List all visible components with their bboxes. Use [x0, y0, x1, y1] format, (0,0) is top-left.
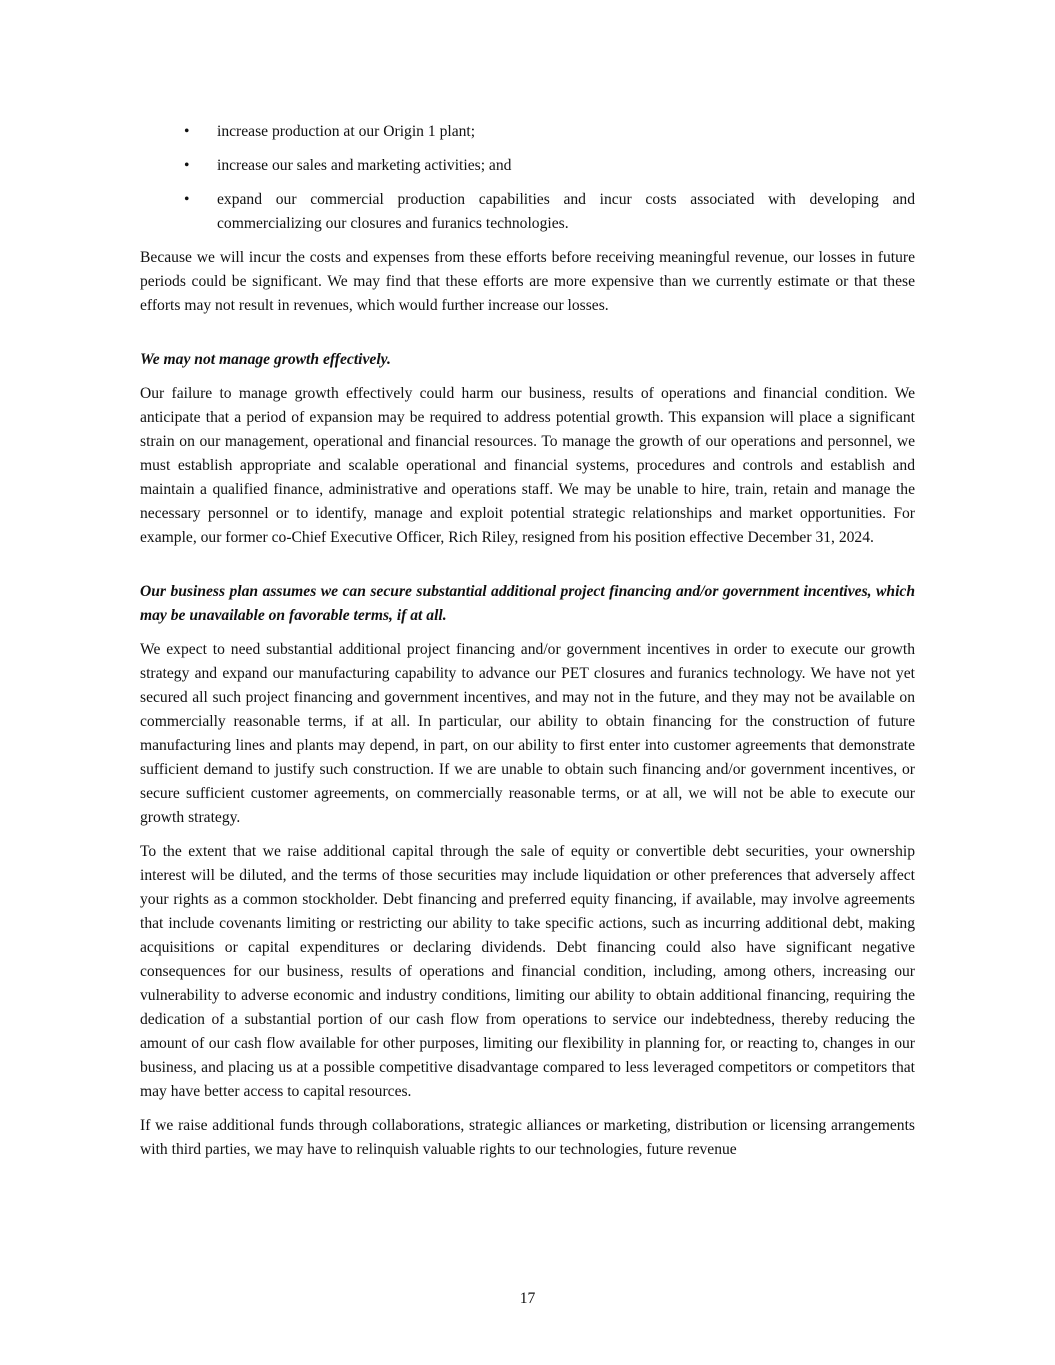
bullet-item	[140, 120, 915, 144]
bullet-dot: •	[184, 191, 190, 208]
financing-paragraph: We expect to need substantial additional project financing and/or government incentives in order to execute our growth strategy and expand our manufacturing capability to advance our PET closures and furanics technology. We have not yet secured all such project financing and government incentives, and may not in the future, and they may not be available on commercially reasonable terms, if at all. In particular, our ability to obtain financing for the construction of future manufacturing lines and plants may depend, in part, on our ability to first enter into customer agreements that demonstrate sufficient demand to justify such construction. If we are unable to obtain such financing and/or government incentives, or secure sufficient customer agreements, on commercially reasonable terms, or at all, we will not be able to execute our growth strategy.	[140, 641, 915, 826]
collaborations-paragraph: If we raise additional funds through collaborations, strategic alliances or marketing, distribution or licensing arrangements with third parties, we may have to relinquish valuable rights to our technologies, future revenue	[140, 1117, 915, 1158]
bullet-text: increase production at our Origin 1 plant;	[217, 123, 476, 140]
section-heading-financing: Our business plan assumes we can secure substantial additional project financing and/or government incentives, which may be unavailable on favorable terms, if at all.	[140, 583, 915, 624]
bullet-dot: •	[184, 123, 190, 140]
growth-paragraph: Our failure to manage growth effectively could harm our business, results of operations and financial condition. We anticipate that a period of expansion may be required to address potential growth. This expansion will place a significant strain on our management, operational and financial resources. To manage the growth of our operations and personnel, we must establish appropriate and scalable operational and financial systems, procedures and controls and establish and maintain a qualified finance, administrative and operations staff. We may be unable to hire, train, retain and manage the necessary personnel or to identify, manage and exploit potential strategic relationships and market opportunities. For example, our former co-Chief Executive Officer, Rich Riley, resigned from his position effective December 31, 2024.	[140, 385, 915, 546]
document-page	[140, 120, 915, 1172]
bullet-item	[140, 154, 915, 178]
bullet-dot: •	[184, 157, 190, 174]
bullet-list	[140, 120, 915, 236]
section-spacer	[140, 328, 915, 348]
intro-paragraph: Because we will incur the costs and expenses from these efforts before receiving meaningful revenue, our losses in future periods could be significant. We may find that these efforts are more expensive than we currently estimate or that these efforts may not result in revenues, which would further increase our losses.	[140, 249, 915, 314]
equity-paragraph: To the extent that we raise additional capital through the sale of equity or convertible debt securities, your ownership interest will be diluted, and the terms of those securities may include liquidation or other preferences that adversely affect your rights as a common stockholder. Debt financing and preferred equity financing, if available, may involve agreements that include covenants limiting or restricting our ability to take specific actions, such as incurring additional debt, making acquisitions or capital expenditures or declaring dividends. Debt financing could also have significant negative consequences for our business, results of operations and financial condition, including, among others, increasing our vulnerability to adverse economic and industry conditions, limiting our ability to obtain additional financing, requiring the dedication of a substantial portion of our cash flow from operations to service our indebtedness, thereby reducing the amount of our cash flow available for other purposes, limiting our flexibility in planning for, or reacting to, changes in our business, and placing us at a possible competitive disadvantage compared to less leveraged competitors or competitors that may have better access to capital resources.	[140, 843, 915, 1100]
section-heading-growth: We may not manage growth effectively.	[140, 351, 391, 368]
bullet-text: expand our commercial production capabilities and incur costs associated with developing and commercializing our closures and furanics technologies.	[217, 191, 915, 232]
bullet-item	[140, 188, 915, 236]
section-spacer	[140, 560, 915, 580]
page-number: 17	[519, 1290, 536, 1307]
bullet-text: increase our sales and marketing activities; and	[217, 157, 512, 174]
